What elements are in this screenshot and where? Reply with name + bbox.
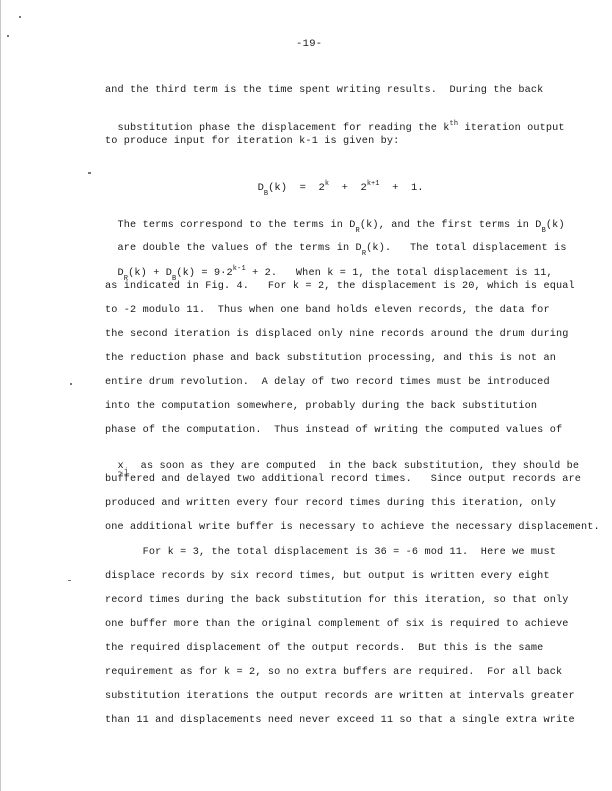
text-line: buffered and delayed two additional record times. Since output records are bbox=[105, 474, 582, 485]
scan-edge bbox=[0, 0, 1, 791]
equation: $D_B(k) = 2^k + 2^{k+1} + 1$. bbox=[257, 179, 424, 199]
text-line: produced and written every four record times during this iteration, only bbox=[105, 498, 556, 509]
text-line: record times during the back substitution for this iteration, so that only bbox=[105, 595, 569, 606]
text-line: requirement as for k = 2, so no extra buffers are required. For all back bbox=[105, 667, 563, 678]
text-line: substitution iterations the output records are written at intervals greater bbox=[105, 691, 575, 702]
text-line: the required displacement of the output records. But this is the same bbox=[105, 643, 544, 654]
superscript: th bbox=[449, 119, 459, 128]
text-line: to -2 modulo 11. Thus when one band holds eleven records, the data for bbox=[105, 305, 550, 316]
vector-x: x ~ bbox=[118, 461, 124, 473]
text-line: to produce input for iteration k-1 is given by: bbox=[105, 136, 400, 147]
text-line: displace records by six record times, but output is written every eight bbox=[105, 571, 550, 582]
text-line: $D_R(k) + D_B(k) = 9\cdot 2^{k-1} + 2$. When k = 1, the total displacement is 11, bbox=[117, 264, 553, 284]
text-line: than 11 and displacements need never exceed 11 so that a single extra write bbox=[105, 715, 575, 726]
text-line: and the third term is the time spent writing results. During the back bbox=[105, 85, 544, 96]
text-line: x $\sim_j$ as soon as they are computed in the back substitution, they should be bbox=[105, 449, 579, 473]
text-line: as indicated in Fig. 4. For k = 2, the displacement is 20, which is equal bbox=[105, 281, 575, 292]
text-line: the reduction phase and back substitution processing, and this is not an bbox=[105, 353, 556, 364]
text-line: are double the values of the terms in $D_R(k)$. The total displacement is bbox=[117, 243, 567, 259]
text-line: into the computation somewhere, probably during the back substitution bbox=[105, 401, 538, 412]
text-line: one buffer more than the original complement of six is required to achieve bbox=[105, 619, 569, 630]
scan-speck bbox=[68, 580, 71, 581]
scan-speck bbox=[88, 172, 91, 174]
page-number: -19- bbox=[296, 38, 323, 50]
scan-speck bbox=[19, 16, 21, 18]
scan-speck bbox=[70, 383, 72, 385]
text-line: phase of the computation. Thus instead of writing the computed values of bbox=[105, 425, 563, 436]
text-line: For k = 3, the total displacement is 36 = -6 mod 11. Here we must bbox=[105, 547, 556, 558]
scan-speck bbox=[7, 35, 9, 37]
text-line: substitution phase the displacement for reading the $k^{th}$ iteration output bbox=[117, 119, 565, 134]
text-line: entire drum revolution. A delay of two record times must be introduced bbox=[105, 377, 550, 388]
text-line: one additional write buffer is necessary to achieve the necessary displacement. bbox=[105, 522, 600, 533]
text-line: The terms correspond to the terms in $D_R(k)$, and the first terms in $D_B(k)$ bbox=[117, 220, 565, 236]
text-line: the second iteration is displaced only nine records around the drum during bbox=[105, 329, 569, 340]
